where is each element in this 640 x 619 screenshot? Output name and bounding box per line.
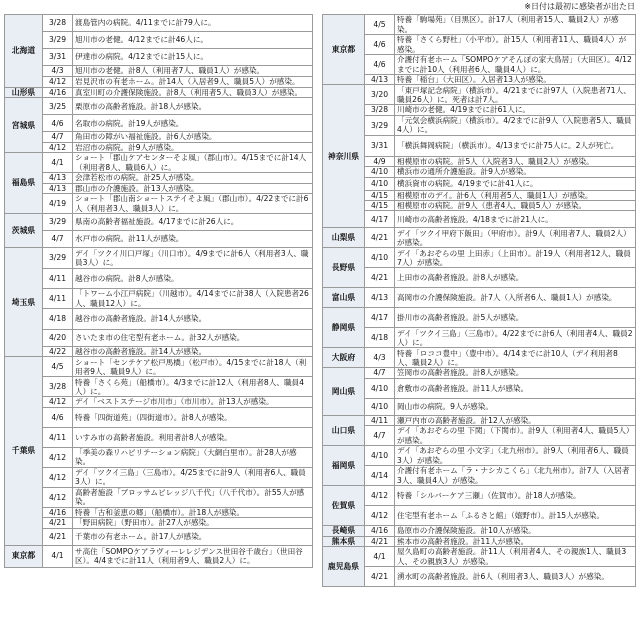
left-facility-table [4, 14, 313, 568]
description-cell: 島原市の介護保険施設。計10人が感染。 [395, 526, 636, 536]
table-row [323, 190, 636, 200]
date-cell: 3/29 [365, 115, 395, 135]
table-row [5, 183, 313, 193]
prefecture-cell: 福岡県 [323, 446, 365, 486]
prefecture-cell: 熊本県 [323, 536, 365, 546]
date-cell: 4/6 [365, 35, 395, 55]
date-cell: 3/20 [365, 85, 395, 105]
date-cell: 4/11 [43, 427, 73, 447]
description-cell: デイ「ツクイ川口戸塚」（川口市）。4/9までに計6人（利用者3人、職員3人）に。 [73, 248, 313, 269]
description-cell: 旭川市の老健。計8人（利用者7人、職員1人）が感染。 [73, 66, 313, 77]
table-row [323, 348, 636, 368]
date-cell: 4/22 [43, 347, 73, 357]
table-row [5, 507, 313, 517]
description-cell: 越谷市の高齢者施設。計14人が感染。 [73, 309, 313, 330]
date-cell: 4/1 [43, 153, 73, 173]
date-cell: 4/12 [43, 397, 73, 407]
date-cell: 4/13 [43, 173, 73, 183]
date-cell: 4/6 [43, 115, 73, 132]
table-row [323, 536, 636, 546]
table-row [5, 194, 313, 214]
table-row [323, 328, 636, 348]
table-row [5, 357, 313, 377]
description-cell: 岩沼市の病院。計9人が感染。 [73, 142, 313, 152]
date-cell: 3/29 [43, 248, 73, 269]
description-cell: さいたま市の住宅型有老ホーム。計32人が感染。 [73, 330, 313, 347]
date-cell: 4/10 [365, 167, 395, 177]
date-cell: 3/28 [365, 105, 395, 115]
description-cell: 横浜資市の病院。4/19までに計41人に。 [395, 177, 636, 190]
table-row [5, 528, 313, 545]
date-cell: 4/7 [365, 368, 395, 378]
description-cell: 川崎市の高齢者施設。4/18までに計21人に。 [395, 211, 636, 228]
description-cell: 横浜市の通所介護施設。計9人が感染。 [395, 167, 636, 177]
date-cell: 4/10 [365, 177, 395, 190]
description-cell: 高齢者施設「ブロッサムビレッジ八千代」（八千代市）。計55人が感染。 [73, 487, 313, 507]
date-cell: 4/21 [43, 518, 73, 528]
table-row [5, 66, 313, 77]
table-row [323, 526, 636, 536]
table-row [323, 15, 636, 35]
table-row [323, 288, 636, 308]
description-cell: 「野田病院」（野田市）。計27人が感染。 [73, 518, 313, 528]
description-cell: 「トワーム小江戸病院」（川越市）。4/14までに計38人（入院患者26人、職員12人）に。 [73, 289, 313, 309]
date-cell: 4/7 [43, 132, 73, 142]
table-row [5, 377, 313, 397]
table-row [5, 397, 313, 407]
table-row [5, 427, 313, 447]
date-cell: 4/20 [43, 330, 73, 347]
description-cell: 介護付有老ホーム「ラ・ナシカこくら」（北九州市）。計7人（入居者3人、職員4人）が感染。 [395, 466, 636, 486]
description-cell: ショート「センテケア松戸馬橋」（松戸市）。4/15までに計18人（利用者9人、職員9人）に。 [73, 357, 313, 377]
date-cell: 4/12 [43, 142, 73, 152]
description-cell: 越谷市の高齢者施設。計14人が感染。 [73, 347, 313, 357]
description-cell: 千葉市の有老ホーム。計17人が感染。 [73, 528, 313, 545]
description-cell: 特養「ロココ豊中」（豊中市）。4/14までに計10人（デイ利用者8人、職員2人）に。 [395, 348, 636, 368]
description-cell: 会津若松市の病院。計25人が感染。 [73, 173, 313, 183]
description-cell: 住宅型有老ホーム「ふるさと館」（嬉野市）。計15人が感染。 [395, 506, 636, 526]
description-cell: 名取市の病院。計19人が感染。 [73, 115, 313, 132]
date-cell: 4/18 [43, 309, 73, 330]
table-row [323, 75, 636, 85]
date-cell: 4/12 [43, 447, 73, 467]
date-cell: 4/16 [43, 88, 73, 98]
table-row [5, 231, 313, 248]
description-cell: 熊本市の高齢者施設。計11人が感染。 [395, 536, 636, 546]
description-cell: 「横浜舞岡病院」（横浜市）。4/13までに計75人に。2人が死亡。 [395, 135, 636, 156]
description-cell: 掛川市の高齢者施設。計5人が感染。 [395, 308, 636, 328]
description-cell: デイ「ツクイ甲府下飯田」（甲府市）。計9人（利用者7人、職員2人）が感染。 [395, 228, 636, 248]
table-row [323, 486, 636, 506]
table-row [323, 415, 636, 425]
table-row [5, 330, 313, 347]
prefecture-cell: 岡山県 [323, 368, 365, 415]
date-cell: 4/15 [365, 201, 395, 211]
table-row [323, 308, 636, 328]
table-row [323, 506, 636, 526]
description-cell: 川崎市の老健。4/19までに計61人に。 [395, 105, 636, 115]
table-row [5, 88, 313, 98]
description-cell: 「元気会横浜病院」（横浜市）。4/2までに計9人（入院患者5人、職員4人）に。 [395, 115, 636, 135]
date-cell: 4/21 [365, 567, 395, 587]
description-cell: サ高住「SOMPOケアラヴィーレレジデンス世田谷千歳台」（世田谷区）。4/4までに計11人（利用者9人、職員2人）に。 [73, 545, 313, 567]
description-cell: ショート「郡山南ショートステイそよ風」（郡山市）。4/22までに計6人（利用者3人、職員3人）に。 [73, 194, 313, 214]
table-row [323, 156, 636, 166]
prefecture-cell: 埼玉県 [5, 248, 43, 357]
date-cell: 4/3 [43, 66, 73, 77]
description-cell: 栗原市の高齢者施設。計18人が感染。 [73, 98, 313, 115]
date-cell: 4/21 [365, 536, 395, 546]
description-cell: 伊達市の病院。4/12までに計15人に。 [73, 49, 313, 66]
date-cell: 3/29 [43, 32, 73, 49]
date-cell: 4/21 [365, 228, 395, 248]
prefecture-cell: 山口県 [323, 415, 365, 445]
prefecture-cell: 山梨県 [323, 228, 365, 248]
date-cell: 4/16 [43, 507, 73, 517]
table-row [323, 378, 636, 398]
date-cell: 4/10 [365, 248, 395, 268]
table-row [5, 142, 313, 152]
description-cell: 岡山市の病院。9人が感染。 [395, 398, 636, 415]
table-row [5, 487, 313, 507]
prefecture-cell: 北海道 [5, 15, 43, 88]
date-cell: 4/18 [365, 328, 395, 348]
table-row [323, 398, 636, 415]
date-cell: 4/10 [365, 398, 395, 415]
description-cell: 瀬戸内市の高齢者施設。計12人が感染。 [395, 415, 636, 425]
description-cell: 倉敷市の高齢者施設。計11人が感染。 [395, 378, 636, 398]
date-cell: 4/19 [43, 194, 73, 214]
description-cell: 「季美の森リハビリテーション病院」（大網白里市）。計28人が感染。 [73, 447, 313, 467]
table-row [323, 167, 636, 177]
date-cell: 4/9 [365, 156, 395, 166]
description-cell: ショート「郡山ケアセンターそよ風」（郡山市）。4/15までに計14人（利用者8人、職員6人）に。 [73, 153, 313, 173]
table-row [5, 447, 313, 467]
description-cell: 相模原市のデイ。計6人（利用者5人、職員1人）が感染。 [395, 190, 636, 200]
prefecture-cell: 鹿児島県 [323, 547, 365, 587]
table-row [5, 49, 313, 66]
date-cell: 4/21 [365, 268, 395, 288]
description-cell: 県南の高齢者福祉施設。4/17までに計26人に。 [73, 214, 313, 231]
prefecture-cell: 長野県 [323, 248, 365, 288]
description-cell: 「東戸塚記念病院」（横浜市）。4/21までに計97人（入院患者71人、職員26人）に。死者は計7人。 [395, 85, 636, 105]
prefecture-cell: 東京都 [323, 15, 365, 85]
date-cell: 4/1 [43, 545, 73, 567]
date-cell: 3/29 [43, 214, 73, 231]
table-row [323, 248, 636, 268]
prefecture-cell: 大阪府 [323, 348, 365, 368]
table-row [323, 135, 636, 156]
table-row [323, 115, 636, 135]
description-cell: 特養「さくら苑」（船橋市）。4/3までに計12人（利用者8人、職員4人）に。 [73, 377, 313, 397]
date-cell: 4/11 [43, 289, 73, 309]
table-row [323, 55, 636, 75]
table-row [323, 268, 636, 288]
date-cell: 4/14 [365, 466, 395, 486]
left-table-wrap [4, 14, 313, 568]
prefecture-cell: 千葉県 [5, 357, 43, 545]
date-cell: 4/12 [365, 486, 395, 506]
table-row [5, 15, 313, 32]
description-cell: デイ「ベストステージ市川市」（市川市）。計13人が感染。 [73, 397, 313, 407]
table-row [5, 518, 313, 528]
table-row [323, 466, 636, 486]
prefecture-cell: 山形県 [5, 88, 43, 98]
table-row [323, 426, 636, 446]
prefecture-cell: 佐賀県 [323, 486, 365, 526]
description-cell: デイ「あおぞらの里 下関」（下関市）。計9人（利用者4人、職員5人）が感染。 [395, 426, 636, 446]
table-row [5, 77, 313, 88]
description-cell: 真室川町の介護保険施設。計8人（利用者5人、職員3人）が感染。 [73, 88, 313, 98]
prefecture-cell: 茨城県 [5, 214, 43, 248]
description-cell: 特養「古和釜恵の郷」（船橋市）。計18人が感染。 [73, 507, 313, 517]
table-row [5, 269, 313, 289]
description-cell: 相模原市の病院。計9人（患者4人、職員5人）が感染。 [395, 201, 636, 211]
date-cell: 4/3 [365, 348, 395, 368]
table-row [323, 368, 636, 378]
prefecture-cell: 富山県 [323, 288, 365, 308]
right-table-wrap [322, 14, 636, 587]
table-row [323, 105, 636, 115]
description-cell: 笠岡市の高齢者施設。計8人が感染。 [395, 368, 636, 378]
date-cell: 4/12 [43, 467, 73, 487]
description-cell: 旭川市の老健。4/12までに計46人に。 [73, 32, 313, 49]
date-cell: 4/21 [43, 528, 73, 545]
date-cell: 4/16 [365, 526, 395, 536]
description-cell: デイ「あおぞらの里 小文字」（北九州市）。計9人（利用者6人、職員3人）が感染。 [395, 446, 636, 466]
date-cell: 4/13 [43, 183, 73, 193]
description-cell: デイ「ツクイ三島」（三島市）。4/22までに計6人（利用者4人、職員2人）に。 [395, 328, 636, 348]
table-row [5, 98, 313, 115]
table-row [5, 132, 313, 142]
table-row [5, 545, 313, 567]
description-cell: 特養「さくら野杜」（小平市）。計15人（利用者11人、職員4人）が感染。 [395, 35, 636, 55]
table-row [5, 153, 313, 173]
description-cell: 湧水町の高齢者施設。計6人（利用者3人、職員3人）が感染。 [395, 567, 636, 587]
date-cell: 4/6 [365, 55, 395, 75]
date-cell: 4/10 [365, 378, 395, 398]
description-cell: いすみ市の高齢者施設。利用者計8人が感染。 [73, 427, 313, 447]
date-cell: 3/31 [365, 135, 395, 156]
table-row [323, 85, 636, 105]
prefecture-cell: 東京都 [5, 545, 43, 567]
description-cell: 角田市の障がい福祉施設。計6人が感染。 [73, 132, 313, 142]
table-row [5, 467, 313, 487]
table-row [323, 228, 636, 248]
date-cell: 4/1 [365, 547, 395, 567]
description-cell: 越谷市の病院。計8人が感染。 [73, 269, 313, 289]
date-cell: 4/12 [43, 487, 73, 507]
table-row [323, 211, 636, 228]
table-row [5, 115, 313, 132]
table-row [5, 214, 313, 231]
prefecture-cell: 長崎県 [323, 526, 365, 536]
date-cell: 4/15 [365, 190, 395, 200]
date-cell: 4/10 [365, 446, 395, 466]
table-row [5, 248, 313, 269]
table-row [5, 407, 313, 427]
table-row [5, 32, 313, 49]
date-cell: 4/5 [43, 357, 73, 377]
description-cell: 特養「駒場苑」（目黒区）。計17人（利用者15人、職員2人）が感染。 [395, 15, 636, 35]
prefecture-cell: 静岡県 [323, 308, 365, 348]
description-cell: 上田市の高齢者施設。計8人が感染。 [395, 268, 636, 288]
date-cell: 4/11 [43, 269, 73, 289]
date-cell: 4/11 [365, 415, 395, 425]
description-cell: 相模原市の病院。計5人（入院者3人、職員2人）が感染。 [395, 156, 636, 166]
date-cell: 3/28 [43, 377, 73, 397]
description-cell: デイ「ツクイ三島」（三島市）。4/25までに計9人（利用者6人、職員3人）に。 [73, 467, 313, 487]
description-cell: 特養「四街道苑」（四街道市）。計8人が感染。 [73, 407, 313, 427]
table-row [323, 201, 636, 211]
table-row [323, 177, 636, 190]
prefecture-cell: 宮城県 [5, 98, 43, 153]
prefecture-cell: 神奈川県 [323, 85, 365, 228]
description-cell: 郡山市の介護施設。計13人が感染。 [73, 183, 313, 193]
right-facility-table [322, 14, 636, 587]
date-cell: 3/31 [43, 49, 73, 66]
description-cell: 特養「シルバーケア三瀬」（佐賀市）。計18人が感染。 [395, 486, 636, 506]
date-cell: 4/13 [365, 288, 395, 308]
table-row [5, 347, 313, 357]
date-cell: 3/25 [43, 98, 73, 115]
date-cell: 4/13 [365, 75, 395, 85]
date-cell: 4/7 [365, 426, 395, 446]
table-row [323, 35, 636, 55]
table-row [323, 567, 636, 587]
description-cell: 特養「稲台」（大田区）。入居者13人が感染。 [395, 75, 636, 85]
description-cell: デイ「あおぞらの里 上田赤」（上田市）。計19人（利用者12人、職員7人）が感染。 [395, 248, 636, 268]
date-cell: 3/28 [43, 15, 73, 32]
table-row [5, 309, 313, 330]
date-note: ※日付は最初に感染者が出た日 [524, 2, 635, 11]
table-row [5, 173, 313, 183]
description-cell: 渡島管内の病院。4/11までに計79人に。 [73, 15, 313, 32]
table-row [323, 446, 636, 466]
description-cell: 介護付有老ホーム「SOMPOケアそんぽの家大鳥居」（大田区）。4/12までに計10人（利用者6人、職員4人）に。 [395, 55, 636, 75]
date-cell: 4/5 [365, 15, 395, 35]
table-row [323, 547, 636, 567]
table-row [5, 289, 313, 309]
date-cell: 4/17 [365, 308, 395, 328]
date-cell: 4/6 [43, 407, 73, 427]
date-cell: 4/12 [43, 77, 73, 88]
description-cell: 高岡市の介護保険施設。計7人（入所者6人、職員1人）が感染。 [395, 288, 636, 308]
date-cell: 4/17 [365, 211, 395, 228]
prefecture-cell: 福島県 [5, 153, 43, 214]
date-cell: 4/7 [43, 231, 73, 248]
description-cell: 岩見沢市の有老ホーム。計14人（入居者9人、職員5人）が感染。 [73, 77, 313, 88]
description-cell: 水戸市の病院。計11人が感染。 [73, 231, 313, 248]
description-cell: 屋久島町の高齢者施設。計11人（利用者4人、その親族1人、職員3人、その親族3人）が感染。 [395, 547, 636, 567]
date-cell: 4/12 [365, 506, 395, 526]
